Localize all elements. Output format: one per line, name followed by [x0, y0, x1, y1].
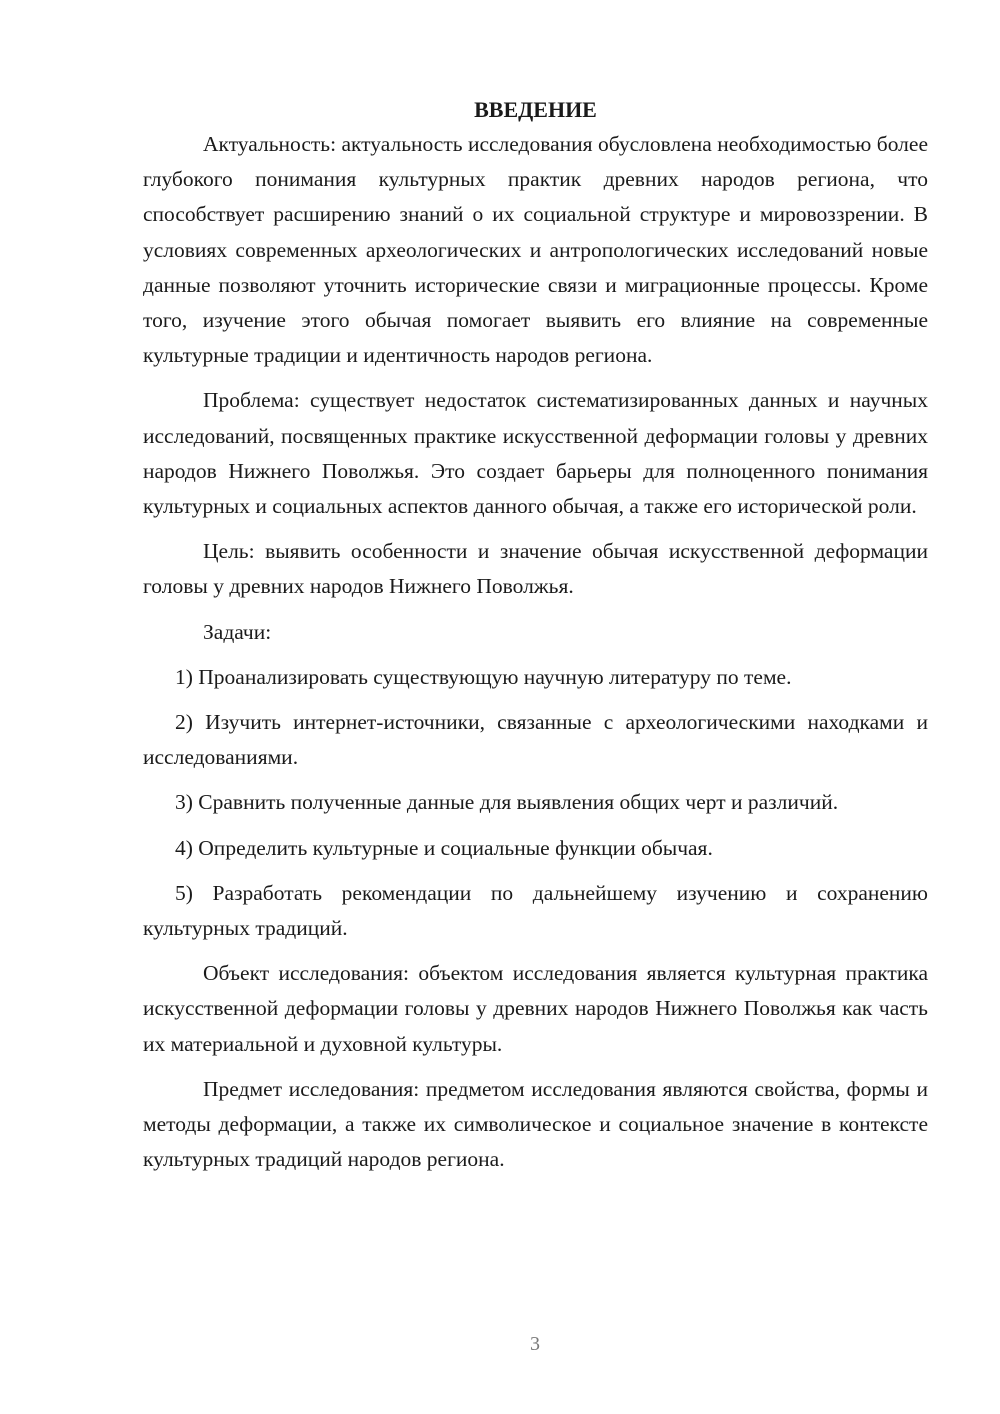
- section-title: ВВЕДЕНИЕ: [474, 97, 597, 122]
- task-item-3: 3) Сравнить полученные данные для выявления общих черт и различий.: [175, 790, 839, 815]
- task-item-1: 1) Проанализировать существующую научную литературу по теме.: [175, 664, 792, 689]
- paragraph-problem: Проблема: существует недостаток систематизированных данных и научных исследований, посвященных практике искусственной деформации головы у древних народов Нижнего Поволжья. Это создает барьеры для полноценного понимания культурных и социальных аспектов данного обычая, а также его исторической роли.: [143, 388, 928, 519]
- page-number: 3: [530, 1333, 540, 1355]
- task-item-4: 4) Определить культурные и социальные функции обычая.: [175, 835, 713, 860]
- document-page: [143, 92, 928, 1187]
- paragraph-subject: Предмет исследования: предметом исследования являются свойства, формы и методы деформации, а также их символическое и социальное значение в контексте культурных традиций народов региона.: [143, 1076, 928, 1172]
- paragraph-goal: Цель: выявить особенности и значение обычая искусственной деформации головы у древних народов Нижнего Поволжья.: [143, 539, 928, 599]
- paragraph-relevance: Актуальность: актуальность исследования обусловлена необходимостью более глубокого понимания культурных практик древних народов региона, что способствует расширению знаний о их социальной структуре и мировоззрении. В условиях современных археологических и антропологических исследований новые данные позволяют уточнить исторические связи и миграционные процессы. Кроме того, изучение этого обычая помогает выявить его влияние на современные культурные традиции и идентичность народов региона.: [143, 132, 928, 368]
- paragraph-tasks-heading: Задачи:: [203, 619, 272, 644]
- task-item-2: 2) Изучить интернет-источники, связанные с археологическими находками и исследованиями.: [143, 710, 928, 770]
- paragraph-object: Объект исследования: объектом исследования является культурная практика искусственной деформации головы у древних народов Нижнего Поволжья как часть их материальной и духовной культуры.: [143, 961, 928, 1056]
- task-item-5: 5) Разработать рекомендации по дальнейшему изучению и сохранению культурных традиций.: [143, 880, 928, 941]
